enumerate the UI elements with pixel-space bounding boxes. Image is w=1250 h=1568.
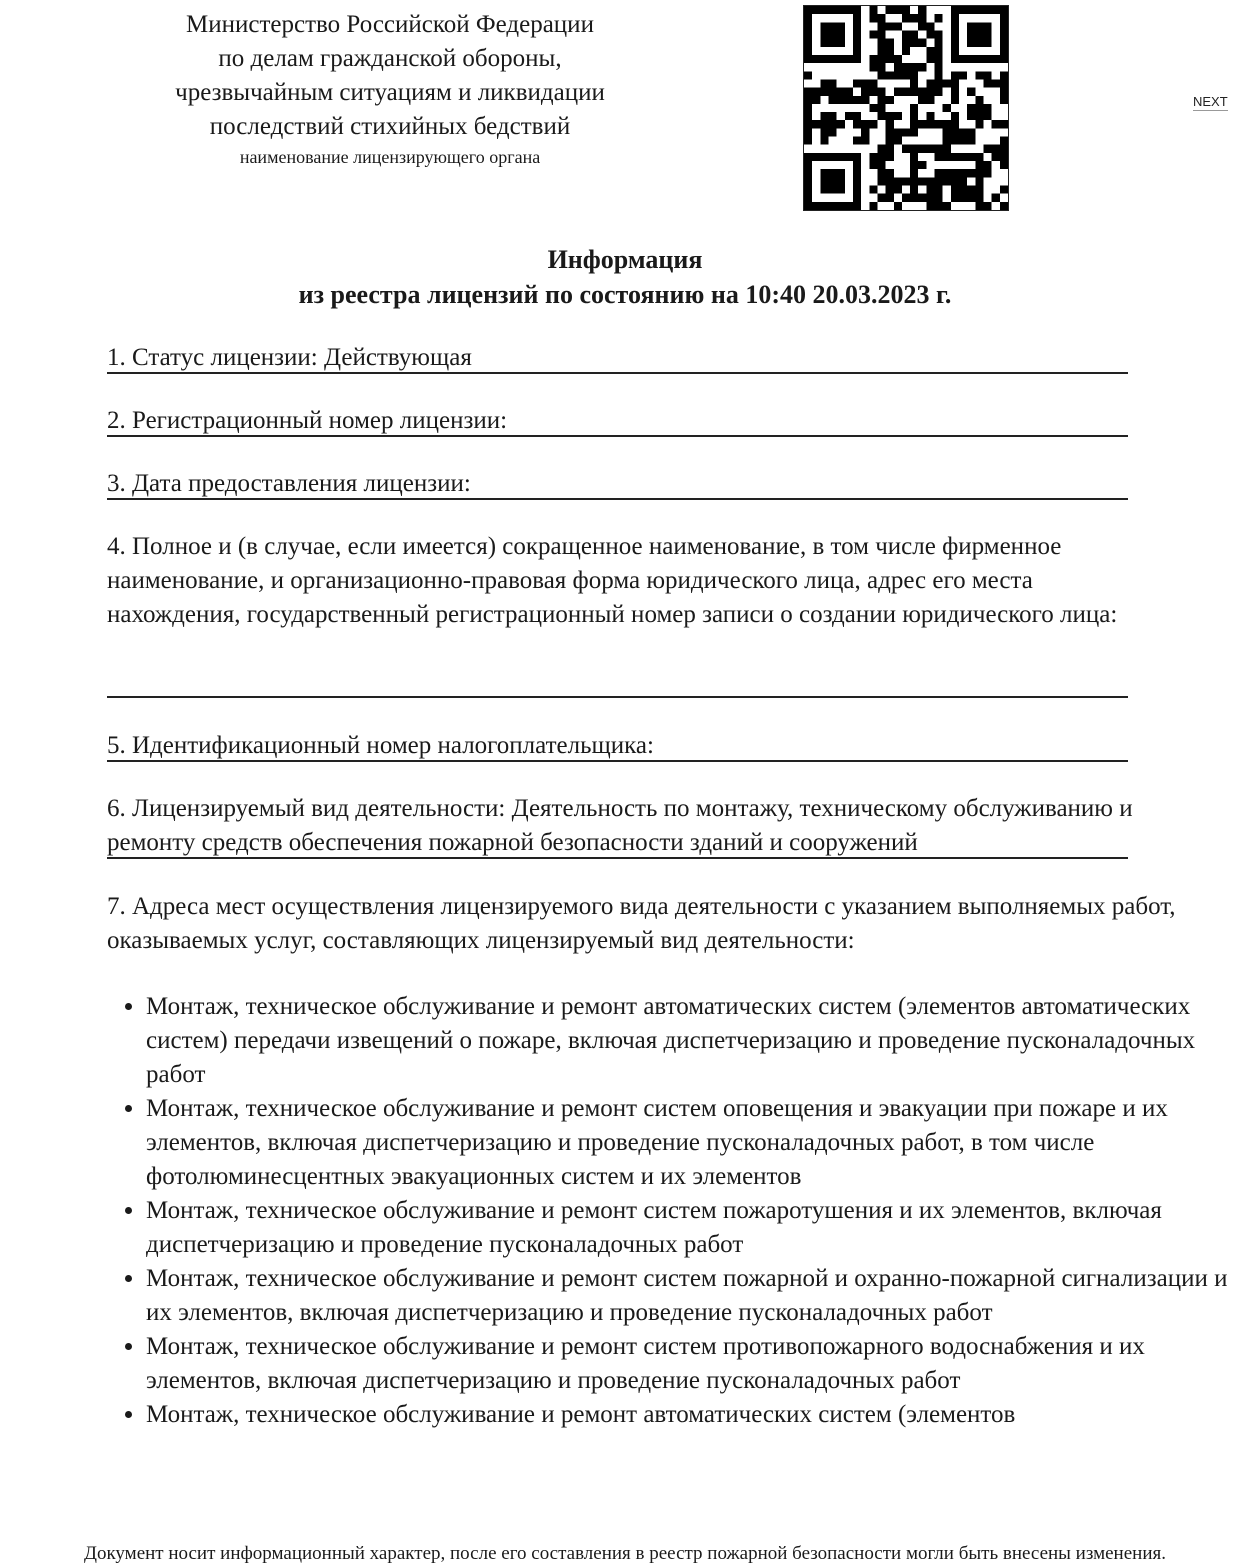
title-line-1: Информация (547, 245, 703, 274)
licensing-authority (140, 8, 640, 170)
divider (107, 760, 1128, 762)
title-line-2: из реестра лицензий по состоянию на 10:40 20.03.2023 г. (298, 280, 952, 309)
authority-line: чрезвычайным ситуациям и ликвидации (175, 79, 605, 106)
next-link[interactable]: NEXT (1193, 94, 1228, 109)
authority-line: последствий стихийных бедствий (209, 113, 571, 140)
licensed-activity: 6. Лицензируемый вид деятельности: Деятельность по монтажу, техническому обслуживанию и ремонту средств обеспечения пожарной безопасности зданий и сооружений (107, 795, 1133, 856)
authority-line: Министерство Российской Федерации (186, 11, 594, 38)
divider (107, 372, 1128, 374)
divider (107, 857, 1128, 859)
divider (107, 696, 1128, 698)
taxpayer-id: 5. Идентификационный номер налогоплательщика: (107, 732, 654, 759)
authority-line: по делам гражданской обороны, (218, 45, 562, 72)
works-list (107, 990, 1236, 1432)
authority-caption: наименование лицензирующего органа (239, 147, 541, 167)
list-item: • Монтаж, техническое обслуживание и ремонт систем оповещения и эвакуации при пожаре и их элементов, включая диспетчеризацию и проведение пусконаладочных работ, в том числе фотолюминесцентных эвакуационных систем и их элементов (146, 1092, 1236, 1194)
list-item: • Монтаж, техническое обслуживание и ремонт автоматических систем (элементов (146, 1398, 1236, 1432)
grant-date: 3. Дата предоставления лицензии: (107, 470, 471, 497)
list-item: • Монтаж, техническое обслуживание и ремонт систем пожарной и охранно-пожарной сигнализации и их элементов, включая диспетчеризацию и проведение пусконаладочных работ (146, 1262, 1236, 1330)
list-item: • Монтаж, техническое обслуживание и ремонт систем противопожарного водоснабжения и их элементов, включая диспетчеризацию и проведение пусконаладочных работ (146, 1330, 1236, 1398)
disclaimer: Документ носит информационный характер, после его составления в реестр пожарной безопасности могли быть внесены изменения. (84, 1543, 1166, 1564)
legal-entity-name: 4. Полное и (в случае, если имеется) сокращенное наименование, в том числе фирменное наименование, и организационно-правовая форма юридического лица, адрес его места нахождения, государственный регистрационный номер записи о создании юридического лица: (107, 533, 1118, 628)
list-item: • Монтаж, техническое обслуживание и ремонт систем пожаротушения и их элементов, включая диспетчеризацию и проведение пусконаладочных работ (146, 1194, 1236, 1262)
divider (107, 435, 1128, 437)
qr-code-icon (804, 6, 1008, 210)
registration-number: 2. Регистрационный номер лицензии: (107, 407, 508, 434)
qr-code (803, 5, 1009, 211)
activity-addresses: 7. Адреса мест осуществления лицензируемого вида деятельности с указанием выполняемых работ, оказываемых услуг, составляющих лицензируемый вид деятельности: (107, 893, 1176, 954)
list-item: • Монтаж, техническое обслуживание и ремонт автоматических систем (элементов автоматических систем) передачи извещений о пожаре, включая диспетчеризацию и проведение пусконаладочных работ (146, 990, 1236, 1092)
license-status: 1. Статус лицензии: Действующая (107, 344, 472, 371)
document-title (0, 242, 1250, 312)
divider (107, 498, 1128, 500)
